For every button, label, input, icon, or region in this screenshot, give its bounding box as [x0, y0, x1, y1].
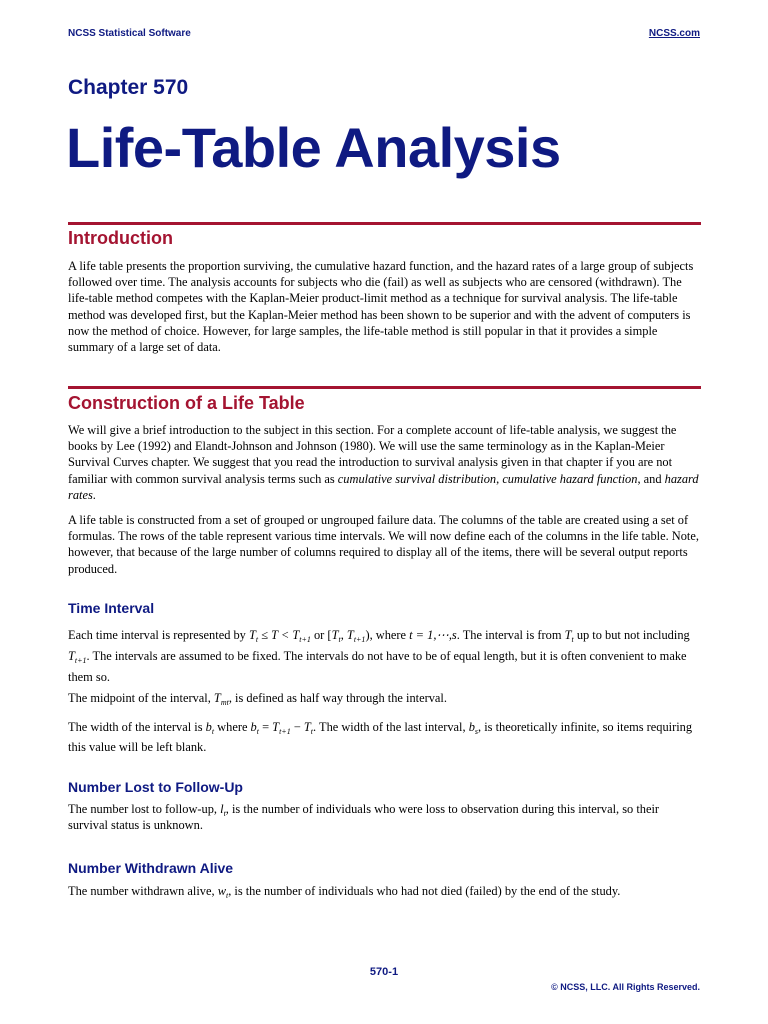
section-heading-introduction: Introduction: [68, 228, 173, 248]
section-heading-construction: Construction of a Life Table: [68, 393, 305, 413]
time-interval-paragraph-2: The midpoint of the interval, $T_{mt}$, is defined as half way through the interval.: [68, 691, 447, 707]
page-number: 570-1: [369, 966, 399, 978]
time-interval-paragraph-3: The width of the interval is $b_t$ where $b_t = T_{t+1} - T_t$. The width of the last interval, $b_s$, is theoretically infinite, so items requiring this value will be left blank.: [68, 720, 693, 754]
time-interval-paragraph-1: Each time interval is represented by $T_t \le T < T_{t+1}$ or [$T_t$, $T_{t+1}$), where t = 1,⋯,s. The interval is from $T_t$ up to but not including $T_{t+1}$. The intervals are assumed to be fixed. The intervals do not have to be of equal length, but it is often convenient to make them so.: [68, 628, 690, 684]
section-divider: [68, 222, 701, 225]
page-title: Life-Table Analysis: [66, 116, 561, 179]
section-divider: [68, 386, 701, 389]
number-withdrawn-paragraph: The number withdrawn alive, $w_t$, is the number of individuals who had not died (failed) by the end of the study.: [68, 884, 621, 900]
copyright-notice: © NCSS, LLC. All Rights Reserved.: [551, 982, 700, 992]
header-software-name: NCSS Statistical Software: [68, 28, 191, 39]
subsection-heading-time-interval: Time Interval: [68, 600, 155, 616]
number-lost-paragraph: The number lost to follow-up, $l_t$, is the number of individuals who were loss to observation during this interval, so their survival status is unknown.: [68, 802, 660, 833]
subsection-heading-number-lost: Number Lost to Follow-Up: [68, 779, 243, 795]
subsection-heading-number-withdrawn: Number Withdrawn Alive: [68, 860, 234, 876]
chapter-number: Chapter 570: [68, 76, 189, 99]
construction-paragraph-2: A life table is constructed from a set of grouped or ungrouped failure data. The columns of the table are created using a set of formulas. The rows of the table represent various time intervals. We will now define each of the columns in the life table. Note, however, that because of the large number of columns required to display all of the items, there will be several output reports produced.: [68, 513, 699, 576]
introduction-paragraph: A life table presents the proportion surviving, the cumulative hazard function, and the hazard rates of a large group of subjects followed over time. The analysis accounts for subjects who die (fail) as well as subjects who are censored (withdrawn). The life-table method competes with the Kaplan-Meier product-limit method as a technique for survival analysis. The life-table method was developed first, but the Kaplan-Meier method has been shown to be superior and with the advent of computers is now the method of choice. However, for large samples, the life-table method is still popular in that it provides a simple summary of a large set of data.: [68, 259, 694, 355]
header-website-link[interactable]: NCSS.com: [648, 28, 700, 39]
construction-paragraph-1: We will give a brief introduction to the subject in this section. For a complete account of life-table analysis, we suggest the books by Lee (1992) and Elandt-Johnson and Johnson (1980). We will use the same terminology as in the Kaplan-Meier Survival Curves chapter. We suggest that you read the introduction to survival analysis given in that chapter if you are not familiar with common survival analysis terms such as cumulative survival distribution, cumulative hazard function, and hazard rates.: [68, 423, 699, 502]
